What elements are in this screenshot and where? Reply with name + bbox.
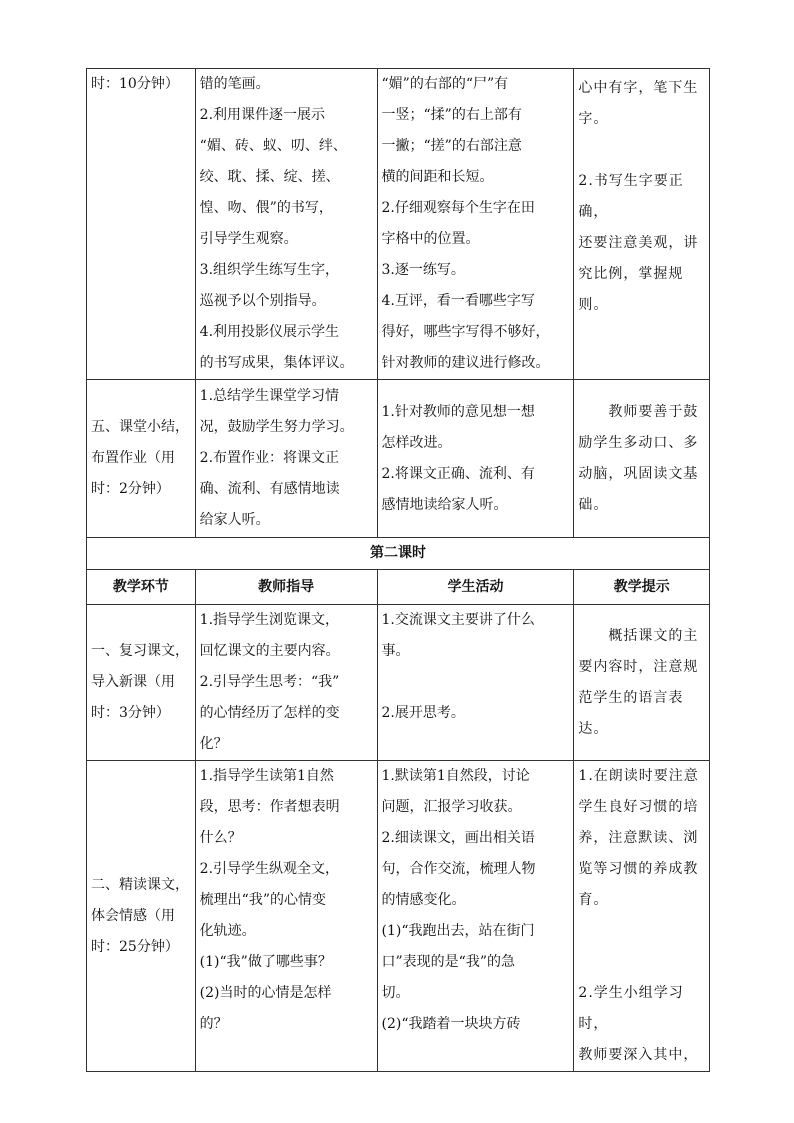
stage-line: 时：25分钟） — [91, 938, 179, 955]
stage-line: 五、课堂小结， — [91, 419, 189, 435]
student-line: 口”表现的是“我”的急 — [381, 954, 515, 970]
student-line: 句，合作交流，梳理人物 — [381, 861, 536, 877]
tip-line — [578, 916, 705, 947]
stage-text: 时：10分钟） — [91, 76, 179, 92]
tip-line: 要内容时，注意规 — [578, 658, 699, 675]
student-line: 3.逐一练写。 — [381, 262, 465, 278]
student-cell — [377, 605, 574, 761]
teacher-line: 2.利用课件逐一展示 — [199, 107, 326, 123]
student-line: 得好，哪些字写得不够好， — [381, 324, 550, 340]
student-line: 一竖；“揉”的右上部有 — [381, 107, 522, 123]
stage-line: 二、精读课文， — [91, 876, 189, 893]
student-line: 横的间距和长短。 — [381, 169, 494, 185]
tip-line: 教师要深入其中， — [578, 1047, 699, 1063]
student-line: 切。 — [381, 985, 410, 1001]
stage-line: 一、复习课文， — [91, 643, 189, 659]
teacher-line: 1.指导学生读第1自然 — [199, 768, 334, 784]
teacher-cell — [195, 761, 377, 1072]
teacher-line: 的心情经历了怎样的变 — [199, 705, 340, 721]
student-line: 事。 — [381, 643, 410, 659]
teacher-line: 2.布置作业：将课文正 — [199, 450, 340, 466]
student-line: “媚”的右部的“尸”有 — [381, 76, 509, 92]
lesson-plan-table — [86, 68, 710, 1072]
student-cell — [377, 761, 574, 1072]
teacher-line: 段，思考：作者想表明 — [199, 799, 340, 815]
tips-cell — [574, 605, 710, 761]
teacher-line: 的书写成果，集体评议。 — [199, 355, 354, 371]
teacher-line: 给家人听。 — [199, 512, 270, 528]
stage-line: 时：3分钟） — [91, 705, 170, 721]
student-line — [382, 667, 570, 698]
teacher-line: 况，鼓励学生努力学习。 — [199, 419, 354, 435]
tip-line: 2.书写生字要正确， — [578, 173, 684, 220]
header-teacher: 教师指导 — [195, 570, 377, 605]
student-line: 一撇；“搓”的右部注意 — [381, 138, 522, 154]
tip-line — [578, 947, 705, 978]
teacher-line: 3.组织学生练写生字， — [199, 262, 340, 278]
teacher-line: 巡视予以个别指导。 — [199, 293, 326, 309]
student-line: 2.仔细观察每个生字在田 — [381, 200, 535, 216]
teacher-line: 回忆课文的主要内容。 — [199, 643, 340, 659]
tip-line: 还要注意美观，讲 — [578, 235, 699, 251]
stage-line: 时：2分钟） — [91, 481, 170, 497]
tip-line: 学生良好习惯的培 — [578, 799, 699, 815]
table-row-close-reading — [87, 761, 710, 1072]
tip-line: 育。 — [578, 892, 609, 908]
tip-line: 字。 — [578, 111, 609, 127]
tips-cell — [574, 69, 710, 380]
header-row — [87, 570, 710, 605]
teacher-line: “媚、砖、蚁、叨、绊、 — [199, 138, 347, 154]
tip-line: 动脑，巩固读文基 — [578, 465, 699, 482]
tips-cell — [574, 380, 710, 538]
tip-line: 1.在朗读时要注意 — [578, 768, 699, 784]
stage-line: 布置作业（用 — [91, 450, 175, 466]
teacher-line: 4.利用投影仪展示学生 — [199, 324, 340, 340]
tip-line: 础。 — [578, 496, 609, 513]
student-line: 2.将课文正确、流利、有 — [381, 465, 535, 482]
teacher-line: 引导学生观察。 — [199, 231, 298, 247]
teacher-cell — [195, 380, 377, 538]
teacher-line: 化？ — [199, 736, 228, 752]
student-line: 字格中的位置。 — [381, 231, 480, 247]
tip-line: 2.学生小组学习时， — [578, 985, 684, 1032]
tip-line: 览等习惯的养成教 — [578, 861, 699, 877]
student-line: 感情地读给家人听。 — [381, 496, 508, 513]
stage-cell — [87, 605, 196, 761]
stage-cell — [87, 380, 196, 538]
teacher-cell — [195, 69, 377, 380]
stage-cell — [87, 761, 196, 1072]
student-cell — [377, 380, 574, 538]
student-line: 问题，汇报学习收获。 — [381, 799, 522, 815]
tip-line: 究比例，掌握规则。 — [578, 266, 684, 313]
teacher-line: 2.引导学生思考：“我” — [199, 674, 340, 690]
student-line: (2)“我踏着一块块方砖 — [381, 1016, 521, 1032]
table-row-review — [87, 605, 710, 761]
teacher-line: 什么？ — [199, 830, 242, 846]
header-stage: 教学环节 — [87, 570, 196, 605]
teacher-line: 1.指导学生浏览课文， — [199, 612, 340, 628]
tip-line: 教师要善于鼓 — [578, 403, 699, 420]
teacher-line: 绞、耽、揉、绽、搓、 — [199, 169, 340, 185]
student-line: 1.交流课文主要讲了什么 — [381, 612, 535, 628]
student-line: 1.默读第1自然段，讨论 — [381, 768, 530, 784]
teacher-line: 惶、吻、偎”的书写， — [199, 200, 333, 216]
student-line: 4.互评，看一看哪些字写 — [381, 293, 535, 309]
section-row — [87, 538, 710, 570]
student-line: 2.细读课文，画出相关语 — [381, 830, 535, 846]
stage-line: 导入新课（用 — [91, 674, 175, 690]
stage-line: 体会情感（用 — [91, 907, 175, 924]
teacher-line: 的？ — [199, 1016, 228, 1032]
student-line: 针对教师的建议进行修改。 — [381, 355, 550, 371]
table-row-writing-practice — [87, 69, 710, 380]
teacher-line: 1.总结学生课堂学习情 — [199, 388, 340, 404]
student-line: 1.针对教师的意见想一想 — [381, 403, 535, 420]
stage-cell — [87, 69, 196, 380]
teacher-line: 梳理出“我”的心情变 — [199, 892, 326, 908]
teacher-line: 化轨迹。 — [199, 923, 256, 939]
tip-line: 养，注意默读、浏 — [578, 830, 699, 846]
teacher-cell — [195, 605, 377, 761]
teacher-line: (2)当时的心情是怎样 — [199, 985, 332, 1001]
header-student: 学生活动 — [377, 570, 574, 605]
student-cell — [377, 69, 574, 380]
table-row-summary — [87, 380, 710, 538]
teacher-line: 错的笔画。 — [199, 76, 270, 92]
header-tips: 教学提示 — [574, 570, 710, 605]
student-line: (1)“我跑出去，站在街门 — [381, 923, 535, 939]
tip-line: 范学生的语言表达。 — [578, 689, 684, 737]
tip-line: 励学生多动口、多 — [578, 434, 699, 451]
teacher-line: (1)“我”做了哪些事？ — [199, 954, 332, 970]
student-line: 的情感变化。 — [381, 892, 466, 908]
tips-cell — [574, 761, 710, 1072]
student-line: 2.展开思考。 — [381, 705, 465, 721]
tip-line — [578, 135, 705, 166]
student-line: 怎样改进。 — [381, 434, 452, 451]
section-title: 第二课时 — [87, 538, 710, 570]
tip-line: 心中有字，笔下生 — [578, 80, 699, 96]
teacher-line: 确、流利、有感情地读 — [199, 481, 340, 497]
teacher-line: 2.引导学生纵观全文， — [199, 861, 340, 877]
tip-line: 概括课文的主 — [578, 627, 699, 644]
